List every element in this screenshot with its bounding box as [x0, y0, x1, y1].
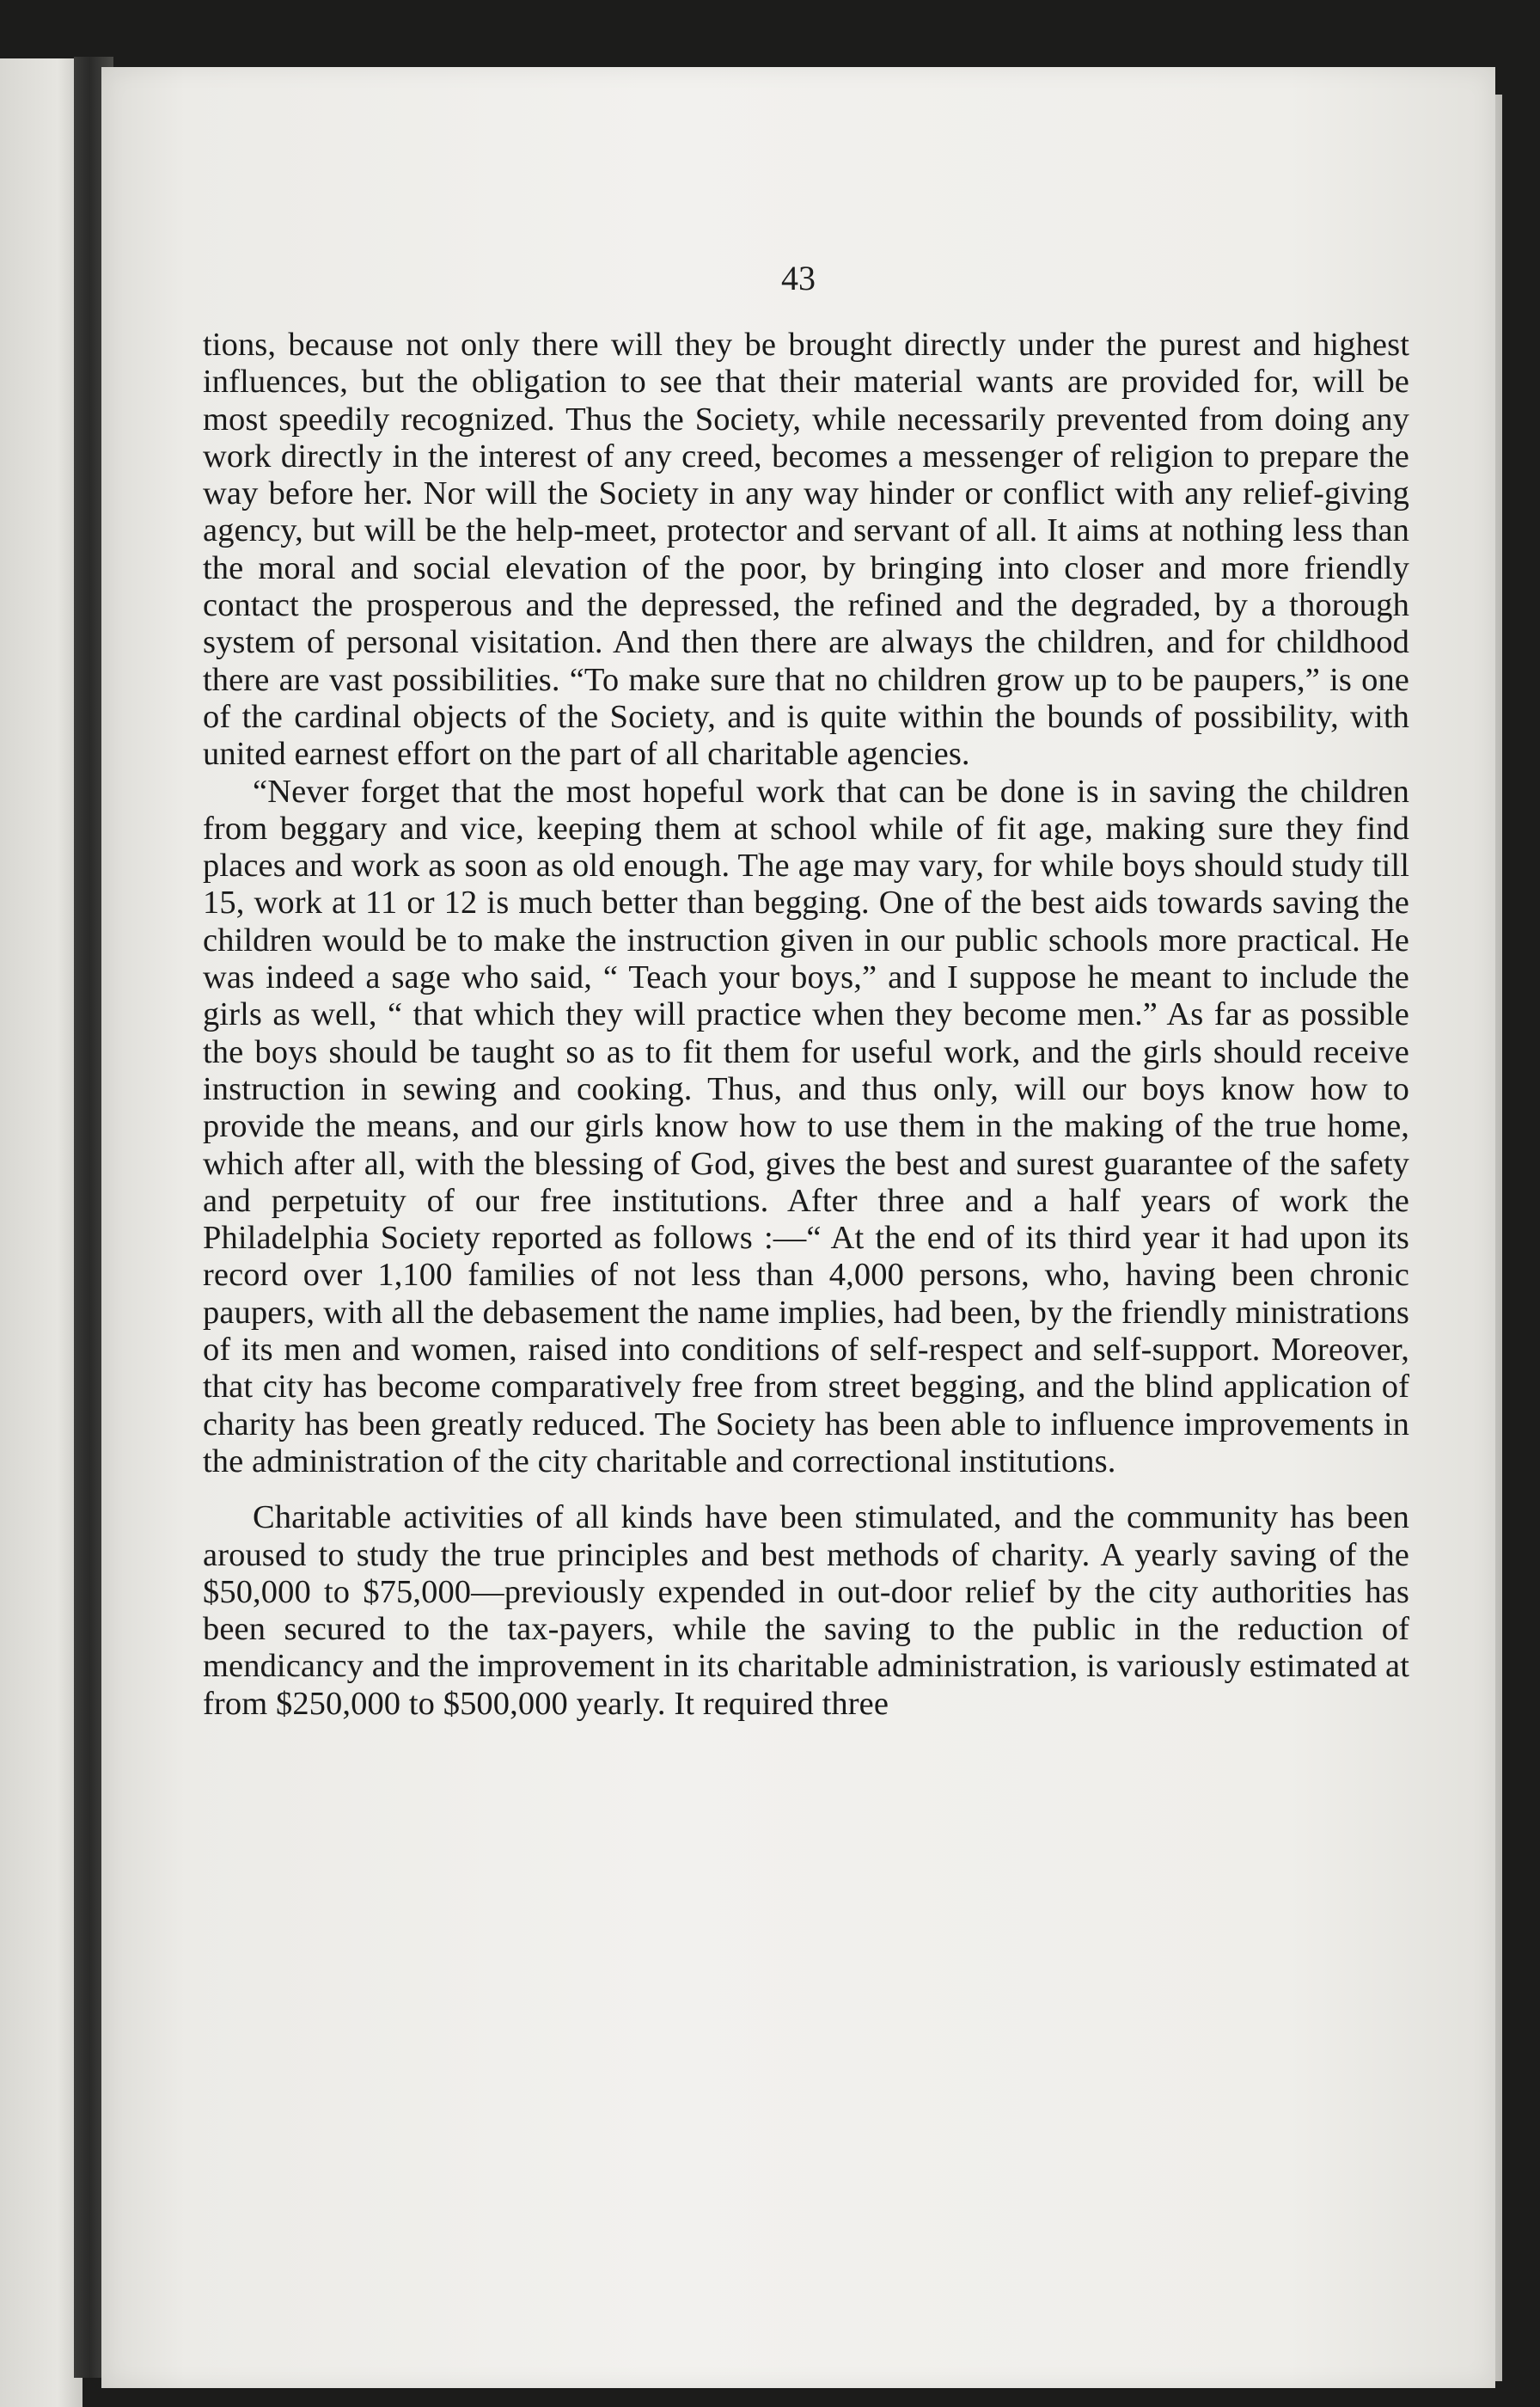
page-number: 43 — [781, 259, 816, 297]
body-text — [203, 327, 1409, 1723]
paragraph-continued: tions, because not only there will they be brought directly under the purest and highest influences, but the obligation to see that their material wants are provided for, will be most speedily recognized. Thus the Society, while necessarily prevented from doing any work directly in the interest of any creed, becomes a messenger of religion to prepare the way before her. Nor will the Society in any way hinder or conflict with any relief-giving agency, but will be the help-meet, protector and servant of all. It aims at nothing less than the moral and social elevation of the poor, by bringing into closer and more friendly contact the prosperous and the depressed, the refined and the degraded, by a thorough system of personal visitation. And then there are always the children, and for childhood there are vast possibilities. “To make sure that no children grow up to be paupers,” is one of the cardinal objects of the Society, and is quite within the bounds of possibility, with united earnest effort on the part of all charitable agencies. — [203, 327, 1409, 773]
previous-page-edge — [0, 58, 82, 2407]
book-page — [101, 67, 1495, 2388]
paragraph-quotation: “Never forget that the most hopeful work that can be done is in saving the children from beggary and vice, keeping them at school while of fit age, making sure they find places and work as soon as old enough. The age may vary, for while boys should study till 15, work at 11 or 12 is much better than begging. One of the best aids towards saving the children would be to make the instruction given in our public schools more practical. He was indeed a sage who said, “ Teach your boys,” and I suppose he meant to include the girls as well, “ that which they will practice when they become men.” As far as possible the boys should be taught so as to fit them for useful work, and the girls should receive instruction in sewing and cooking. Thus, and thus only, will our boys know how to provide the means, and our girls know how to use them in the making of the true home, which after all, with the blessing of God, gives the best and surest guarantee of the safety and perpetuity of our free institutions. After three and a half years of work the Philadelphia Society reported as follows :—“ At the end of its third year it had upon its record over 1,100 families of not less than 4,000 persons, who, having been chronic paupers, with all the debasement the name implies, had been, by the friendly ministrations of its men and women, raised into conditions of self-respect and self-support. Moreover, that city has become comparatively free from street begging, and the blind application of charity has been greatly reduced. The Society has been able to influence improvements in the administration of the city charitable and correctional institutions. — [203, 773, 1409, 1479]
paragraph-charitable-activities: Charitable activities of all kinds have been stimulated, and the community has been aroused to study the true principles and best methods of charity. A yearly saving of the $50,000 to $75,000—previously expended in out-door relief by the city authorities has been secured to the tax-payers, while the saving to the public in the reduction of mendicancy and the improvement in its charitable administration, is variously estimated at from $250,000 to $500,000 yearly. It required three — [203, 1499, 1409, 1722]
